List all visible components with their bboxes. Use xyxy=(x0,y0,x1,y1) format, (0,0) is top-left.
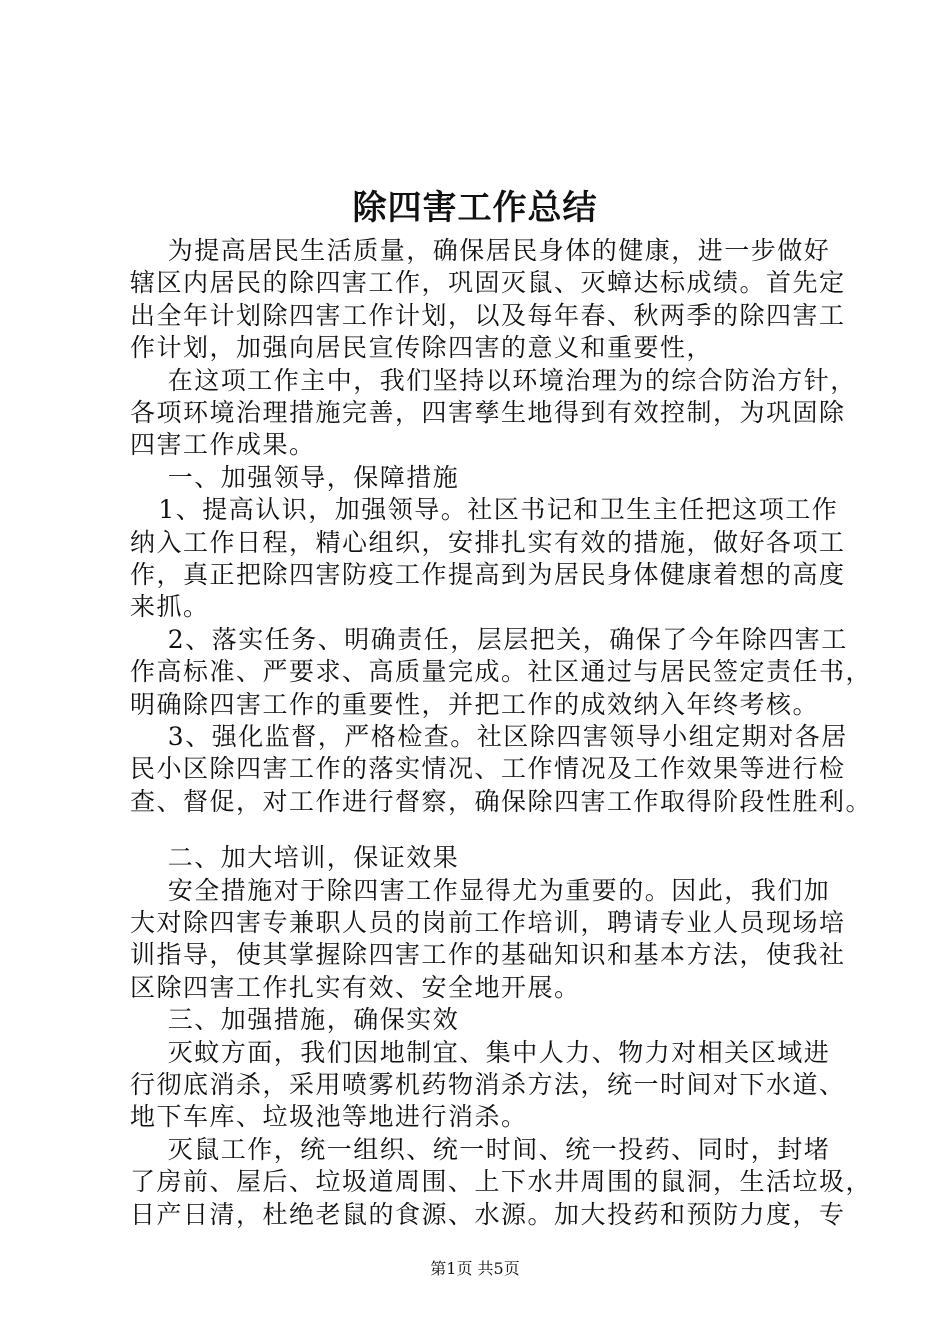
body-line: 区除四害工作扎实有效、安全地开展。 xyxy=(130,972,581,1002)
body-line: 训指导，使其掌握除四害工作的基础知识和基本方法，使我社 xyxy=(130,940,846,970)
body-line: 日产日清，杜绝老鼠的食源、水源。加大投药和预防力度，专 xyxy=(130,1199,846,1229)
body-line: 来抓。 xyxy=(130,592,210,622)
body-line: 各项环境治理措施完善，四害孳生地得到有效控制，为巩固除 xyxy=(130,398,846,427)
body-line: 作高标准、严要求、高质量完成。社区通过与居民签定责任书， xyxy=(130,657,873,687)
body-line: 辖区内居民的除四害工作，巩固灭鼠、灭蟑达标成绩。首先定 xyxy=(130,268,846,298)
body-line: 大对除四害专兼职人员的岗前工作培训，聘请专业人员现场培 xyxy=(130,908,846,937)
body-line: 民小区除四害工作的落实情况、工作情况及工作效果等进行检 xyxy=(130,754,846,784)
body-line: 行彻底消杀，采用喷雾机药物消杀方法，统一时间对下水道、 xyxy=(130,1070,846,1099)
page-footer: 第1页 共5页 xyxy=(430,1258,520,1278)
document-title: 除四害工作总结 xyxy=(352,188,598,228)
body-line: 2、落实任务、明确责任，层层把关，确保了今年除四害工 xyxy=(130,624,848,654)
body-line: 为提高居民生活质量，确保居民身体的健康，进一步做好 xyxy=(130,236,831,265)
body-line: 灭鼠工作，统一组织、统一时间、统一投药、同时，封堵 xyxy=(130,1134,831,1164)
body-line: 作，真正把除四害防疫工作提高到为居民身体健康着想的高度 xyxy=(130,560,846,589)
body-line: 纳入工作日程，精心组织，安排扎实有效的措施，做好各项工 xyxy=(130,527,846,557)
section-heading: 一、加强领导，保障措施 xyxy=(130,462,460,492)
body-line: 出全年计划除四害工作计划，以及每年春、秋两季的除四害工 xyxy=(130,300,846,330)
body-line: 安全措施对于除四害工作显得尤为重要的。因此，我们加 xyxy=(130,875,831,905)
body-line: 地下车库、垃圾池等地进行消杀。 xyxy=(130,1102,528,1132)
body-line: 3、强化监督，严格检查。社区除四害领导小组定期对各居 xyxy=(130,722,848,751)
body-line: 1、提高认识，加强领导。社区书记和卫生主任把这项工作 xyxy=(130,495,839,525)
body-line: 在这项工作主中，我们坚持以环境治理为的综合防治方针， xyxy=(130,365,857,395)
body-line: 灭蚊方面，我们因地制宜、集中人力、物力对相关区域进 xyxy=(130,1037,831,1067)
section-heading: 三、加强措施，确保实效 xyxy=(130,1005,460,1035)
body-line: 明确除四害工作的重要性，并把工作的成效纳入年终考核。 xyxy=(130,689,820,719)
body-line: 作计划，加强向居民宣传除四害的意义和重要性， xyxy=(130,333,714,363)
body-line: 查、督促，对工作进行督察，确保除四害工作取得阶段性胜利。 xyxy=(130,786,873,816)
body-line: 四害工作成果。 xyxy=(130,430,316,460)
section-heading: 二、加大培训，保证效果 xyxy=(130,843,460,873)
body-line: 了房前、屋后、垃圾道周围、上下水井周围的鼠洞，生活垃圾， xyxy=(130,1167,873,1197)
